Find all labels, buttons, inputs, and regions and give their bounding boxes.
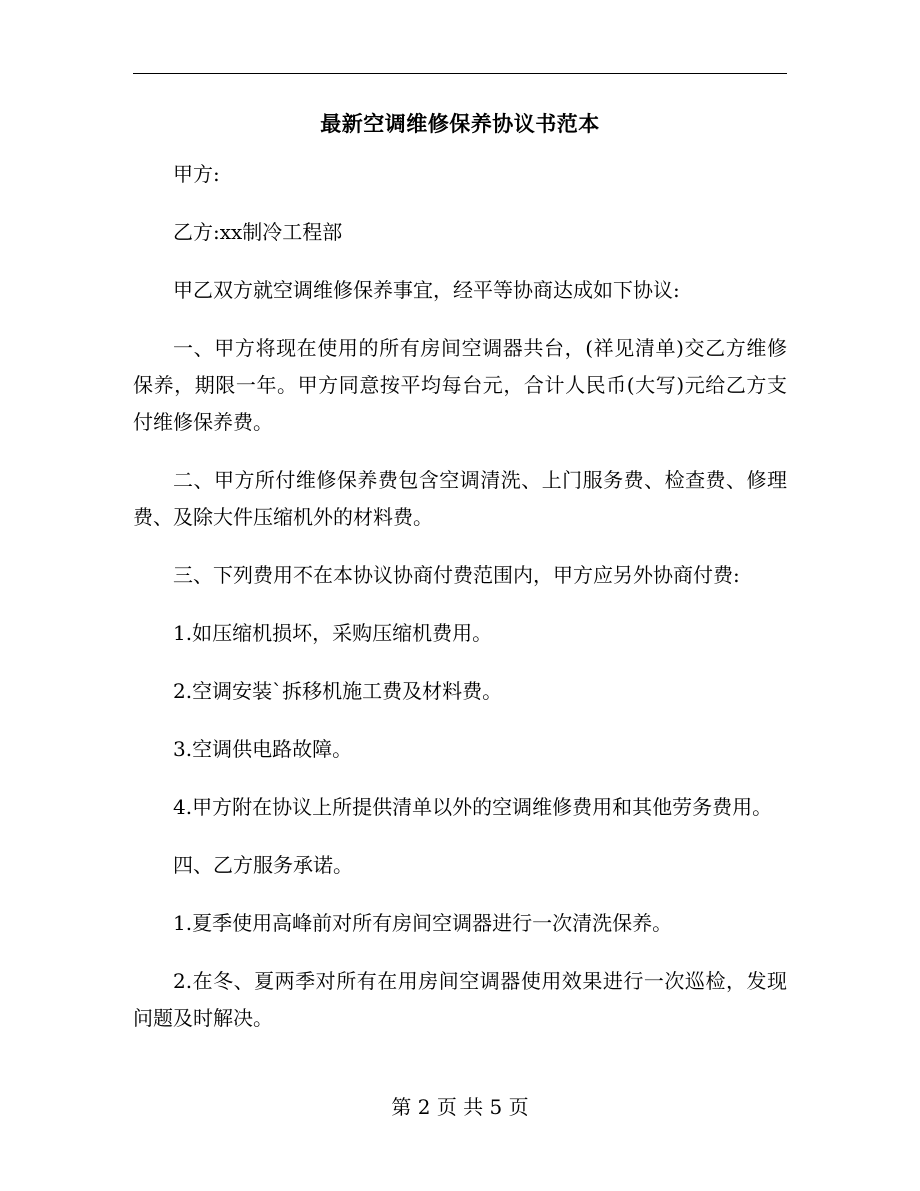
header-rule	[133, 73, 787, 74]
clause-4-item-2: 2.在冬、夏两季对所有在用房间空调器使用效果进行一次巡检，发现问题及时解决。	[133, 969, 787, 1030]
clause-2: 二、甲方所付维修保养费包含空调清洗、上门服务费、检查费、修理费、及除大件压缩机外的材料费。	[133, 468, 787, 529]
clause-3-item-1: 1.如压缩机损坏，采购压缩机费用。	[173, 621, 493, 645]
document-title: 最新空调维修保养协议书范本	[320, 111, 600, 136]
intro-paragraph: 甲乙双方就空调维修保养事宜，经平等协商达成如下协议:	[173, 278, 680, 302]
party-b-line: 乙方:xx制冷工程部	[173, 220, 343, 244]
document-body	[133, 156, 787, 1058]
clause-1: 一、甲方将现在使用的所有房间空调器共台，(祥见清单)交乙方维修保养，期限一年。甲方同意按平均每台元，合计人民币(大写)元给乙方支付维修保养费。	[133, 336, 787, 434]
clause-4: 四、乙方服务承诺。	[173, 853, 353, 877]
page-number: 第 2 页 共 5 页	[391, 1095, 529, 1119]
clause-3-item-4: 4.甲方附在协议上所提供清单以外的空调维修费用和其他劳务费用。	[173, 795, 773, 819]
clause-3: 三、下列费用不在本协议协商付费范围内，甲方应另外协商付费:	[173, 563, 740, 587]
party-a-line: 甲方:	[173, 162, 220, 186]
clause-3-item-2: 2.空调安装`拆移机施工费及材料费。	[173, 679, 503, 703]
clause-4-item-1: 1.夏季使用高峰前对所有房间空调器进行一次清洗保养。	[173, 911, 673, 935]
clause-3-item-3: 3.空调供电路故障。	[173, 737, 353, 761]
